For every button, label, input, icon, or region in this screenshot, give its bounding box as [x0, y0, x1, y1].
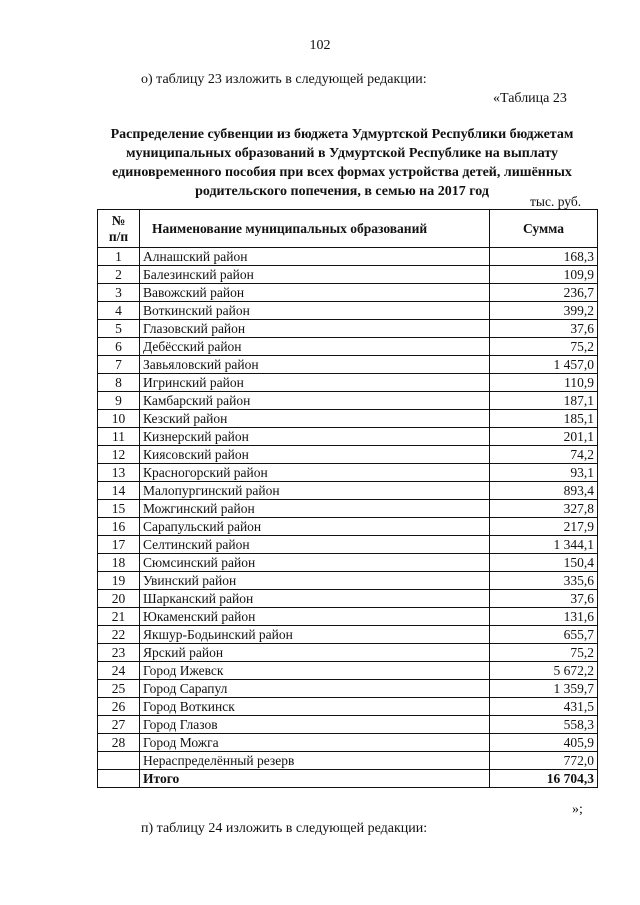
table-row: [98, 734, 598, 752]
row-sum: 187,1: [490, 392, 598, 410]
row-name: Завьяловский район: [140, 356, 490, 374]
row-sum: 431,5: [490, 698, 598, 716]
table-row: [98, 716, 598, 734]
row-number: 23: [98, 644, 140, 662]
row-number: 14: [98, 482, 140, 500]
row-sum: 236,7: [490, 284, 598, 302]
row-number: 27: [98, 716, 140, 734]
total-num-cell: [98, 770, 140, 788]
row-name: Глазовский район: [140, 320, 490, 338]
table-row: [98, 356, 598, 374]
page-number: 102: [309, 38, 331, 53]
row-sum: 74,2: [490, 446, 598, 464]
row-number: 26: [98, 698, 140, 716]
row-name: Город Глазов: [140, 716, 490, 734]
row-number: 9: [98, 392, 140, 410]
row-number: 6: [98, 338, 140, 356]
header-number-line2: п/п: [108, 228, 129, 244]
row-name: Город Можга: [140, 734, 490, 752]
table-row: [98, 464, 598, 482]
row-name: Город Воткинск: [140, 698, 490, 716]
row-sum: 168,3: [490, 248, 598, 266]
table-row: [98, 752, 598, 770]
row-sum: 655,7: [490, 626, 598, 644]
row-name: Кизнерский район: [140, 428, 490, 446]
row-number: 15: [98, 500, 140, 518]
row-sum: 327,8: [490, 500, 598, 518]
table-row: [98, 266, 598, 284]
row-name: Город Ижевск: [140, 662, 490, 680]
row-number: 2: [98, 266, 140, 284]
table-row: [98, 644, 598, 662]
table-row: [98, 428, 598, 446]
row-sum: 399,2: [490, 302, 598, 320]
row-name: Алнашский район: [140, 248, 490, 266]
table-row: [98, 608, 598, 626]
header-sum: Сумма: [490, 210, 598, 248]
row-sum: 1 359,7: [490, 680, 598, 698]
row-sum: 131,6: [490, 608, 598, 626]
row-name: Якшур-Бодьинский район: [140, 626, 490, 644]
row-number: 16: [98, 518, 140, 536]
row-number: 20: [98, 590, 140, 608]
row-sum: 1 457,0: [490, 356, 598, 374]
row-number: 12: [98, 446, 140, 464]
row-sum: 75,2: [490, 338, 598, 356]
table-header-row: [98, 210, 598, 248]
row-sum: 772,0: [490, 752, 598, 770]
row-sum: 93,1: [490, 464, 598, 482]
row-name: Юкаменский район: [140, 608, 490, 626]
row-number: 7: [98, 356, 140, 374]
row-name: Ярский район: [140, 644, 490, 662]
table-row: [98, 302, 598, 320]
row-name: Киясовский район: [140, 446, 490, 464]
row-number: 13: [98, 464, 140, 482]
row-sum: 893,4: [490, 482, 598, 500]
row-name: Город Сарапул: [140, 680, 490, 698]
row-number: 28: [98, 734, 140, 752]
header-name: Наименование муниципальных образований: [140, 210, 490, 248]
row-sum: 217,9: [490, 518, 598, 536]
row-sum: 37,6: [490, 320, 598, 338]
row-name: Воткинский район: [140, 302, 490, 320]
row-name: Можгинский район: [140, 500, 490, 518]
units-label: тыс. руб.: [530, 194, 582, 209]
table-row: [98, 392, 598, 410]
row-name: Красногорский район: [140, 464, 490, 482]
row-sum: 75,2: [490, 644, 598, 662]
row-name: Кезский район: [140, 410, 490, 428]
table-row: [98, 626, 598, 644]
row-sum: 201,1: [490, 428, 598, 446]
row-name: Сюмсинский район: [140, 554, 490, 572]
total-sum: 16 704,3: [490, 770, 598, 788]
row-number: 4: [98, 302, 140, 320]
table-row: [98, 338, 598, 356]
row-number: [98, 752, 140, 770]
row-name: Сарапульский район: [140, 518, 490, 536]
row-number: 17: [98, 536, 140, 554]
row-name: Малопургинский район: [140, 482, 490, 500]
table-row: [98, 554, 598, 572]
subvention-table: [97, 209, 598, 788]
table-row: [98, 698, 598, 716]
row-sum: 1 344,1: [490, 536, 598, 554]
outro-paragraph: п) таблицу 24 изложить в следующей редакции:: [141, 821, 428, 836]
total-row: [98, 770, 598, 788]
header-number-line1: №: [111, 212, 126, 228]
row-sum: 5 672,2: [490, 662, 598, 680]
row-sum: 109,9: [490, 266, 598, 284]
row-number: 24: [98, 662, 140, 680]
table-row: [98, 248, 598, 266]
table-row: [98, 662, 598, 680]
row-number: 8: [98, 374, 140, 392]
row-number: 25: [98, 680, 140, 698]
document-title: Распределение субвенции из бюджета Удмуртской Республики бюджетам муниципальных образований в Удмуртской Республике на выплату единовременного пособия при всех формах устройства детей, лишённых родительского попечения, в семью на 2017 год: [110, 127, 574, 199]
row-number: 10: [98, 410, 140, 428]
table-row: [98, 536, 598, 554]
table-row: [98, 410, 598, 428]
table-row: [98, 500, 598, 518]
row-sum: 185,1: [490, 410, 598, 428]
table-row: [98, 482, 598, 500]
row-name: Нераспределённый резерв: [140, 752, 490, 770]
row-name: Увинский район: [140, 572, 490, 590]
table-row: [98, 518, 598, 536]
row-name: Вавожский район: [140, 284, 490, 302]
row-name: Шарканский район: [140, 590, 490, 608]
table-row: [98, 374, 598, 392]
table-row: [98, 320, 598, 338]
table-row: [98, 590, 598, 608]
table-reference: «Таблица 23: [493, 91, 567, 106]
row-sum: 110,9: [490, 374, 598, 392]
row-name: Игринский район: [140, 374, 490, 392]
table-row: [98, 680, 598, 698]
closing-quote-mark: »;: [572, 802, 583, 817]
row-sum: 558,3: [490, 716, 598, 734]
intro-paragraph: о) таблицу 23 изложить в следующей редакции:: [141, 72, 427, 87]
row-sum: 405,9: [490, 734, 598, 752]
row-number: 19: [98, 572, 140, 590]
row-number: 11: [98, 428, 140, 446]
row-name: Дебёсский район: [140, 338, 490, 356]
table-row: [98, 572, 598, 590]
row-number: 1: [98, 248, 140, 266]
table-row: [98, 446, 598, 464]
header-number: [98, 210, 140, 248]
total-label: Итого: [140, 770, 490, 788]
row-name: Селтинский район: [140, 536, 490, 554]
row-number: 3: [98, 284, 140, 302]
row-name: Балезинский район: [140, 266, 490, 284]
row-sum: 150,4: [490, 554, 598, 572]
row-number: 22: [98, 626, 140, 644]
row-number: 21: [98, 608, 140, 626]
table-row: [98, 284, 598, 302]
row-number: 5: [98, 320, 140, 338]
row-number: 18: [98, 554, 140, 572]
row-sum: 37,6: [490, 590, 598, 608]
row-sum: 335,6: [490, 572, 598, 590]
row-name: Камбарский район: [140, 392, 490, 410]
table-body: [98, 248, 598, 770]
